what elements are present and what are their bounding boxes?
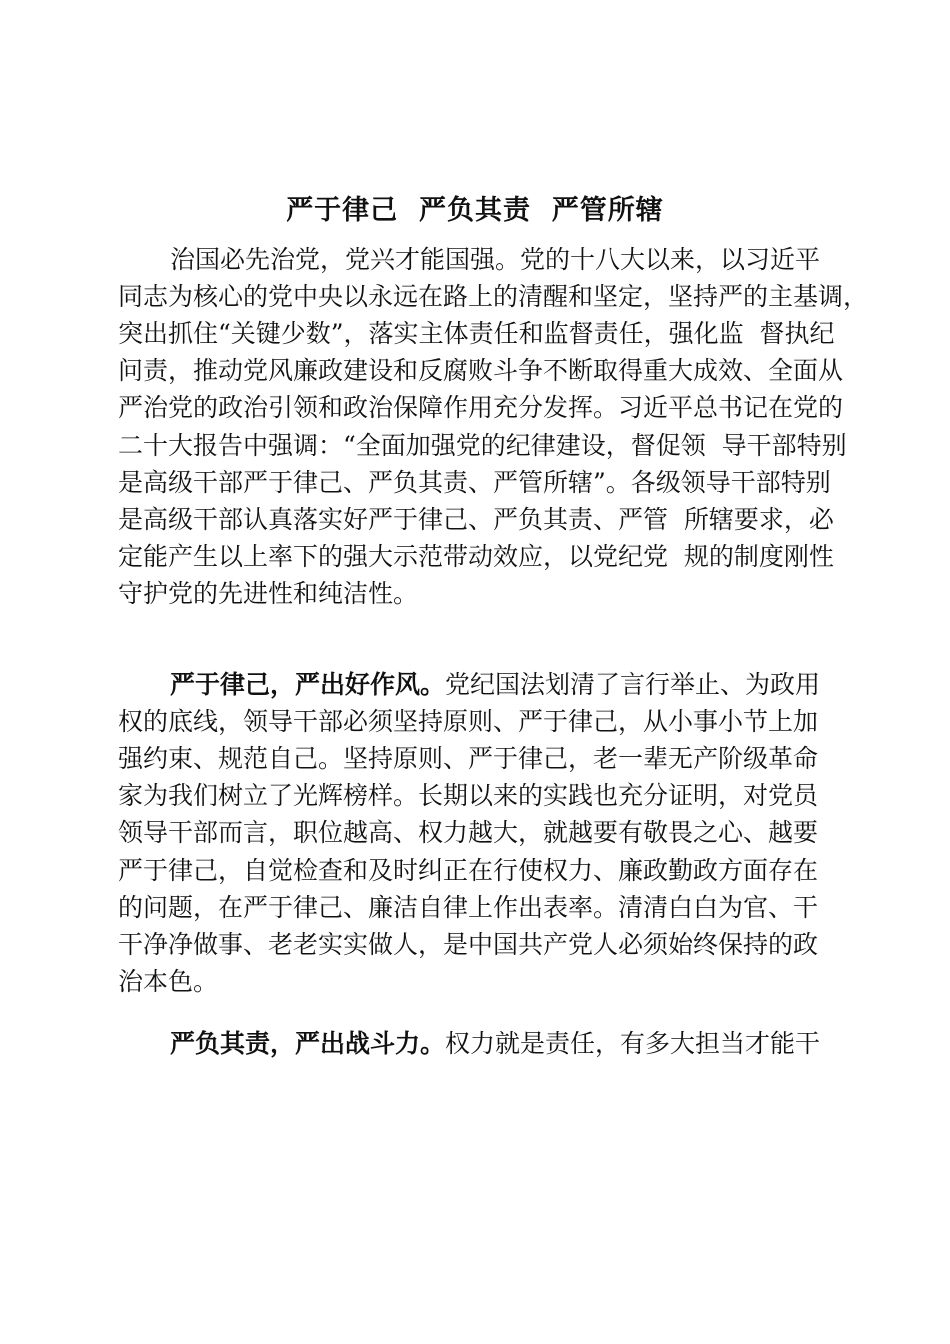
line-text: 治国必先治党，党兴才能国强。党的十八大以来，以习近平 (170, 245, 821, 274)
line-text: 领导干部而言，职位越高、权力越大，就越要有敬畏之心、越要 (118, 818, 819, 848)
line-text: 权的底线，领导干部必须坚持原则、严于律己，从小事小节上加 (118, 707, 819, 737)
line-text: 治本色。 (118, 966, 219, 996)
line-text: 定能产生以上率下的强大示范带动效应，以党纪党 规的制度刚性 (118, 541, 834, 571)
paragraph-lead-heading: 严负其责，严出战斗力。 (170, 1029, 446, 1058)
line-text: 的问题，在严于律己、廉洁自律上作出表率。清清白白为官、干 (118, 892, 819, 922)
line-text: 问责，推动党风廉政建设和反腐败斗争不断取得重大成效、全面从 (118, 356, 844, 386)
line-text: 严于律己，自觉检查和及时纠正在行使权力、廉政勤政方面存在 (118, 855, 819, 885)
line-text: 干净净做事、老老实实做人，是中国共产党人必须始终保持的政 (118, 929, 819, 959)
line-text: 严治党的政治引领和政治保障作用充分发挥。习近平总书记在党的 (118, 393, 844, 423)
paragraph-line (118, 465, 831, 501)
line-text: 突出抓住“关键少数”，落实主体责任和监督责任，强化监 督执纪 (118, 319, 835, 349)
paragraph-line (118, 316, 834, 352)
paragraph-line (118, 428, 847, 464)
line-text: 党纪国法划清了言行举止、为政用 (445, 670, 821, 699)
paragraph-line (118, 576, 418, 612)
line-text: 是高级干部认真落实好严于律己、严负其责、严管 所辖要求，必 (118, 504, 834, 534)
paragraph-line (118, 964, 218, 1000)
line-text: 权力就是责任，有多大担当才能干 (445, 1029, 821, 1058)
line-text: 二十大报告中强调：“全面加强党的纪律建设，督促领 导干部特别 (118, 430, 847, 460)
paragraph-line (118, 279, 868, 315)
paragraph-line (118, 502, 834, 538)
line-text: 守护党的先进性和纯洁性。 (118, 578, 419, 608)
line-text: 同志为核心的党中央以永远在路上的清醒和坚定，坚持严的主基调， (118, 282, 869, 312)
paragraph-line (118, 853, 818, 889)
paragraph-line (118, 353, 843, 389)
line-text: 是高级干部严于律己、严负其责、严管所辖”。各级领导干部特别 (118, 467, 831, 497)
paragraph-line (118, 704, 818, 740)
paragraph-line (118, 390, 843, 426)
document-title: 严于律己 严负其责 严管所辖 (286, 195, 664, 226)
paragraph-line (118, 539, 834, 575)
paragraph-line (170, 242, 820, 278)
line-text: 家为我们树立了光辉榜样。长期以来的实践也充分证明，对党员 (118, 781, 819, 811)
line-text: 强约束、规范自己。坚持原则、严于律己，老一辈无产阶级革命 (118, 744, 819, 774)
paragraph-line (170, 1026, 820, 1062)
paragraph-lead-heading: 严于律己，严出好作风。 (170, 670, 446, 699)
paragraph-line (118, 927, 818, 963)
paragraph-line (118, 890, 818, 926)
paragraph-line (118, 778, 818, 814)
paragraph-line (118, 815, 818, 851)
paragraph-line (118, 741, 818, 777)
paragraph-line (170, 667, 820, 703)
